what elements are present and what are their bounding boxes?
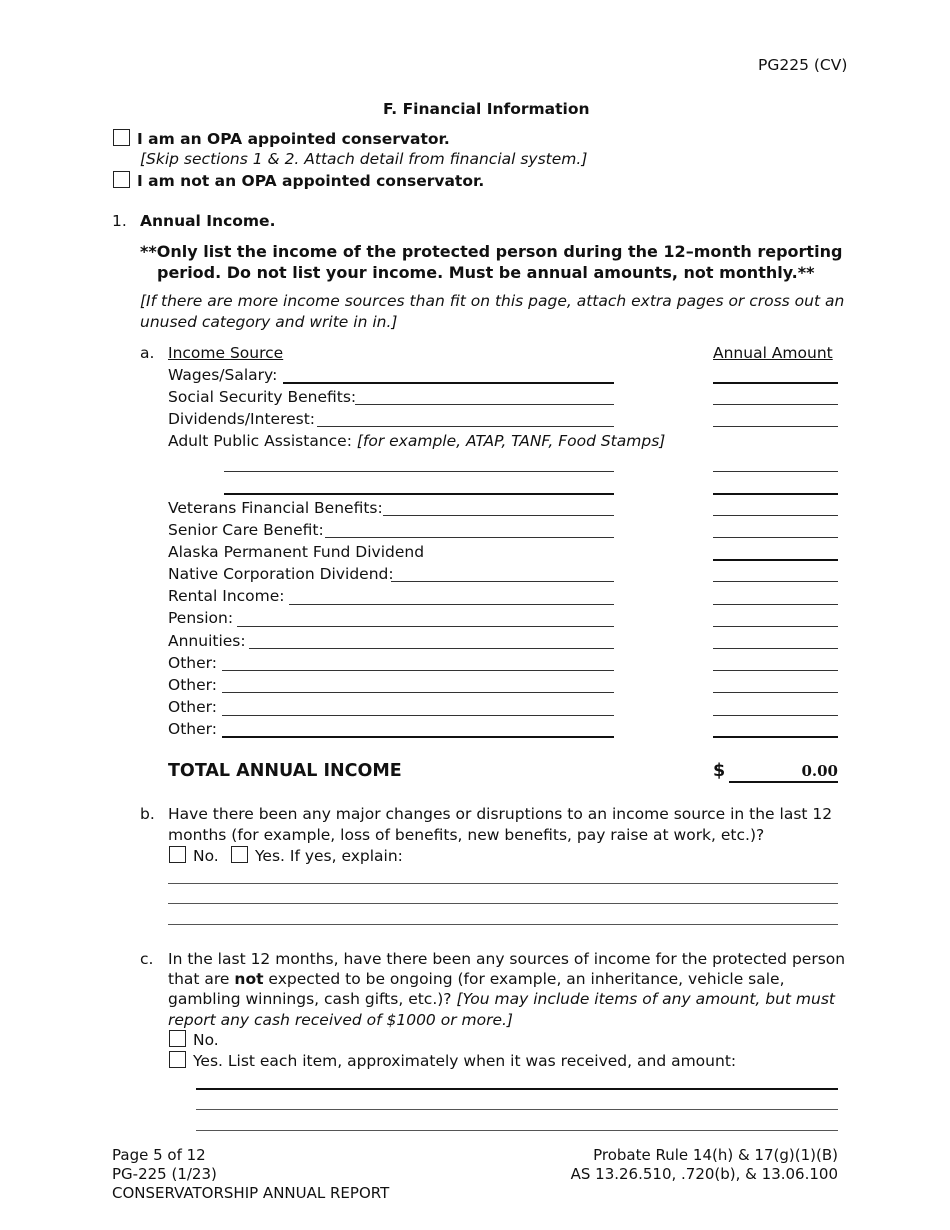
total-annual-income-value[interactable]: 0.00	[801, 762, 838, 780]
adult-assistance-amount-field-1[interactable]	[713, 471, 838, 472]
part-b-explain-line-2[interactable]	[168, 903, 838, 904]
veterans-label: Veterans Financial Benefits:	[168, 499, 383, 517]
other-amount-field-1[interactable]	[713, 670, 838, 671]
notice-line-1: **Only list the income of the protected person during the 12–month reporting	[140, 242, 843, 261]
instruction-line-1: [If there are more income sources than fit on this page, attach extra pages or cross out an	[140, 292, 845, 310]
part-b-explain-line-3[interactable]	[168, 924, 838, 925]
adult-assistance-source-field-2[interactable]	[224, 493, 614, 495]
annual-income-heading: Annual Income.	[140, 212, 276, 230]
wages-amount-field[interactable]	[713, 382, 838, 384]
part-b-question-line-1: Have there been any major changes or disruptions to an income source in the last 12	[168, 805, 833, 823]
social-security-source-field[interactable]	[355, 404, 614, 405]
part-c-line-1: In the last 12 months, have there been any sources of income for the protected person	[168, 950, 846, 968]
opa-not-appointed-checkbox[interactable]	[113, 171, 130, 188]
part-c-line-4: report any cash received of $1000 or more.]	[168, 1011, 513, 1029]
opa-appointed-note: [Skip sections 1 & 2. Attach detail from financial system.]	[140, 150, 588, 168]
other-amount-field-2[interactable]	[713, 692, 838, 693]
part-b-no-label: No.	[193, 847, 219, 865]
pfd-label: Alaska Permanent Fund Dividend	[168, 543, 425, 561]
opa-appointed-checkbox[interactable]	[113, 129, 130, 146]
total-currency-symbol: $	[713, 761, 726, 781]
section-number: 1.	[112, 212, 127, 230]
dividends-source-field[interactable]	[317, 426, 614, 427]
part-c-line-2: that are not expected to be ongoing (for example, an inheritance, vehicle sale,	[168, 970, 785, 988]
part-b-letter: b.	[140, 805, 155, 823]
part-c-yes-label: Yes. List each item, approximately when it was received, and amount:	[193, 1052, 737, 1070]
adult-assistance-amount-field-2[interactable]	[713, 493, 838, 495]
annuities-label: Annuities:	[168, 632, 246, 650]
other-label-1: Other:	[168, 654, 217, 672]
social-security-label: Social Security Benefits:	[168, 388, 357, 406]
senior-care-source-field[interactable]	[325, 537, 614, 538]
part-b-question-line-2: months (for example, loss of benefits, new benefits, pay raise at work, etc.)?	[168, 826, 765, 844]
wages-source-field[interactable]	[283, 382, 614, 384]
senior-care-label: Senior Care Benefit:	[168, 521, 324, 539]
opa-not-appointed-label: I am not an OPA appointed conservator.	[137, 172, 485, 190]
part-a-letter: a.	[140, 344, 155, 362]
veterans-amount-field[interactable]	[713, 515, 838, 516]
social-security-amount-field[interactable]	[713, 404, 838, 405]
part-c-list-line-2[interactable]	[196, 1109, 838, 1110]
footer-form-title: CONSERVATORSHIP ANNUAL REPORT	[112, 1184, 390, 1202]
dividends-amount-field[interactable]	[713, 426, 838, 427]
part-c-list-line-1[interactable]	[196, 1088, 838, 1090]
wages-label: Wages/Salary:	[168, 366, 278, 384]
other-source-field-4[interactable]	[222, 736, 614, 738]
annuities-amount-field[interactable]	[713, 648, 838, 649]
pension-source-field[interactable]	[237, 626, 614, 627]
native-corp-amount-field[interactable]	[713, 581, 838, 582]
form-code: PG225 (CV)	[758, 56, 848, 74]
native-corp-label: Native Corporation Dividend:	[168, 565, 394, 583]
pension-amount-field[interactable]	[713, 626, 838, 627]
other-source-field-1[interactable]	[222, 670, 614, 671]
part-c-line-3: gambling winnings, cash gifts, etc.)? [You may include items of any amount, but must	[168, 990, 835, 1008]
opa-appointed-label: I am an OPA appointed conservator.	[137, 130, 450, 148]
part-b-no-checkbox[interactable]	[169, 846, 186, 863]
rental-amount-field[interactable]	[713, 604, 838, 605]
total-annual-income-label: TOTAL ANNUAL INCOME	[168, 761, 402, 781]
annuities-source-field[interactable]	[249, 648, 614, 649]
adult-assistance-source-field-1[interactable]	[224, 471, 614, 472]
part-c-list-line-3[interactable]	[196, 1130, 838, 1131]
adult-assistance-label: Adult Public Assistance: [for example, ATAP, TANF, Food Stamps]	[168, 432, 666, 450]
instruction-line-2: unused category and write in in.]	[140, 313, 398, 331]
pension-label: Pension:	[168, 609, 234, 627]
part-c-no-label: No.	[193, 1031, 219, 1049]
part-b-yes-checkbox[interactable]	[231, 846, 248, 863]
part-b-yes-label: Yes. If yes, explain:	[255, 847, 403, 865]
other-source-field-2[interactable]	[222, 692, 614, 693]
other-label-4: Other:	[168, 720, 217, 738]
dividends-label: Dividends/Interest:	[168, 410, 316, 428]
footer-page-number: Page 5 of 12	[112, 1146, 206, 1164]
senior-care-amount-field[interactable]	[713, 537, 838, 538]
veterans-source-field[interactable]	[383, 515, 614, 516]
footer-form-number: PG-225 (1/23)	[112, 1165, 217, 1183]
native-corp-source-field[interactable]	[391, 581, 614, 582]
footer-probate-rule: Probate Rule 14(h) & 17(g)(1)(B)	[593, 1146, 838, 1164]
notice-line-2: period. Do not list your income. Must be annual amounts, not monthly.**	[157, 263, 815, 282]
total-amount-underline	[729, 781, 838, 783]
section-title: F. Financial Information	[383, 100, 590, 118]
annual-amount-header: Annual Amount	[713, 344, 833, 362]
other-amount-field-3[interactable]	[713, 715, 838, 716]
other-source-field-3[interactable]	[222, 715, 614, 716]
rental-label: Rental Income:	[168, 587, 285, 605]
other-amount-field-4[interactable]	[713, 736, 838, 738]
part-b-explain-line-1[interactable]	[168, 883, 838, 884]
part-c-yes-checkbox[interactable]	[169, 1051, 186, 1068]
other-label-3: Other:	[168, 698, 217, 716]
pfd-amount-field[interactable]	[713, 559, 838, 561]
rental-source-field[interactable]	[289, 604, 614, 605]
part-c-letter: c.	[140, 950, 154, 968]
footer-statute: AS 13.26.510, .720(b), & 13.06.100	[570, 1165, 838, 1183]
part-c-no-checkbox[interactable]	[169, 1030, 186, 1047]
other-label-2: Other:	[168, 676, 217, 694]
income-source-header: Income Source	[168, 344, 284, 362]
